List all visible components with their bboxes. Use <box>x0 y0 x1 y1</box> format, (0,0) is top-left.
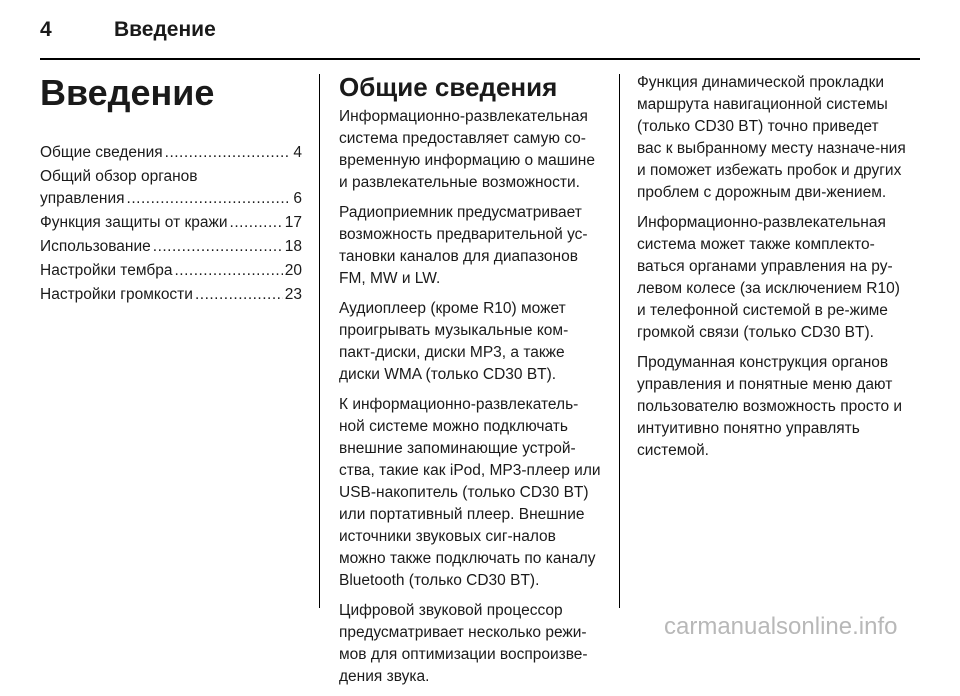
toc-page: 4 <box>293 144 302 161</box>
body-column-1 <box>339 72 603 696</box>
toc-page: 20 <box>284 262 302 279</box>
column-divider-2 <box>619 74 620 608</box>
body-column-2 <box>637 72 907 470</box>
header-divider <box>40 58 920 60</box>
toc-leader <box>153 236 283 258</box>
toc-label: управления <box>40 190 125 207</box>
toc-entry[interactable] <box>40 142 302 164</box>
chapter-title: Введение <box>40 72 215 113</box>
section-title: Общие сведения <box>339 72 558 102</box>
toc-page: 23 <box>284 286 302 303</box>
toc-page: 18 <box>284 238 302 255</box>
toc-label: Использование <box>40 238 151 255</box>
body-paragraph: Функция динамической прокладки маршрута навигационной системы (только CD30 BT) точно приведет вас к выбранному месту назначе-ния и поможет избежать пробок и других проблем с дорожным дви-жением. <box>637 74 906 201</box>
toc-leader <box>230 212 283 234</box>
body-paragraph: Радиоприемник предусматривает возможность предварительной ус-тановки каналов для диапазонов FM, MW и LW. <box>339 204 588 287</box>
toc-entry[interactable] <box>40 236 302 258</box>
body-paragraph: Продуманная конструкция органов управления и понятные меню дают пользователю возможность просто и интуитивно понятно управлять системой. <box>637 354 903 459</box>
table-of-contents <box>40 142 302 306</box>
body-paragraph: К информационно-развлекатель-ной системе можно подключать внешние запоминающие устрой-ства, такие как iPod, MP3-плеер или USB-накопитель (только CD30 BT) или портативный плеер. Внешние источники звуковых сиг-налов можно также подключать по каналу Bluetooth (только CD30 BT). <box>339 396 601 589</box>
toc-label-line1: Общий обзор органов <box>40 168 198 185</box>
header-title: Введение <box>114 18 216 41</box>
toc-leader <box>127 188 292 210</box>
toc-leader <box>195 284 283 306</box>
watermark: carmanualsonline.info <box>664 613 898 640</box>
toc-label: Настройки громкости <box>40 286 193 303</box>
toc-label: Настройки тембра <box>40 262 173 279</box>
toc-label: Функция защиты от кражи <box>40 214 228 231</box>
toc-entry[interactable] <box>40 260 302 282</box>
body-paragraph: Информационно-развлекательная система может также комплекто-ваться органами управления на ру-левом колесе (за исключением R10) и телефонной системой в ре-жиме громкой связи (только CD30 BT). <box>637 214 900 341</box>
toc-entry[interactable] <box>40 284 302 306</box>
page-header <box>40 18 920 48</box>
toc-label: Общие сведения <box>40 144 163 161</box>
toc-leader <box>174 260 282 282</box>
toc-page: 17 <box>284 214 302 231</box>
toc-page: 6 <box>293 190 302 207</box>
toc-leader <box>165 142 292 164</box>
body-paragraph: Аудиоплеер (кроме R10) может проигрывать музыкальные ком-пакт-диски, диски MP3, а также диски WMA (только CD30 BT). <box>339 300 569 383</box>
body-paragraph: Цифровой звуковой процессор предусматривает несколько режи-мов для оптимизации воспроизве-дения звука. <box>339 602 588 685</box>
body-paragraph: Информационно-развлекательная система предоставляет самую со-временную информацию о машине и развлекательные возможности. <box>339 108 595 191</box>
page-number: 4 <box>40 18 52 41</box>
toc-entry[interactable] <box>40 166 302 210</box>
column-divider-1 <box>319 74 320 608</box>
toc-column <box>40 72 302 308</box>
toc-entry[interactable] <box>40 212 302 234</box>
